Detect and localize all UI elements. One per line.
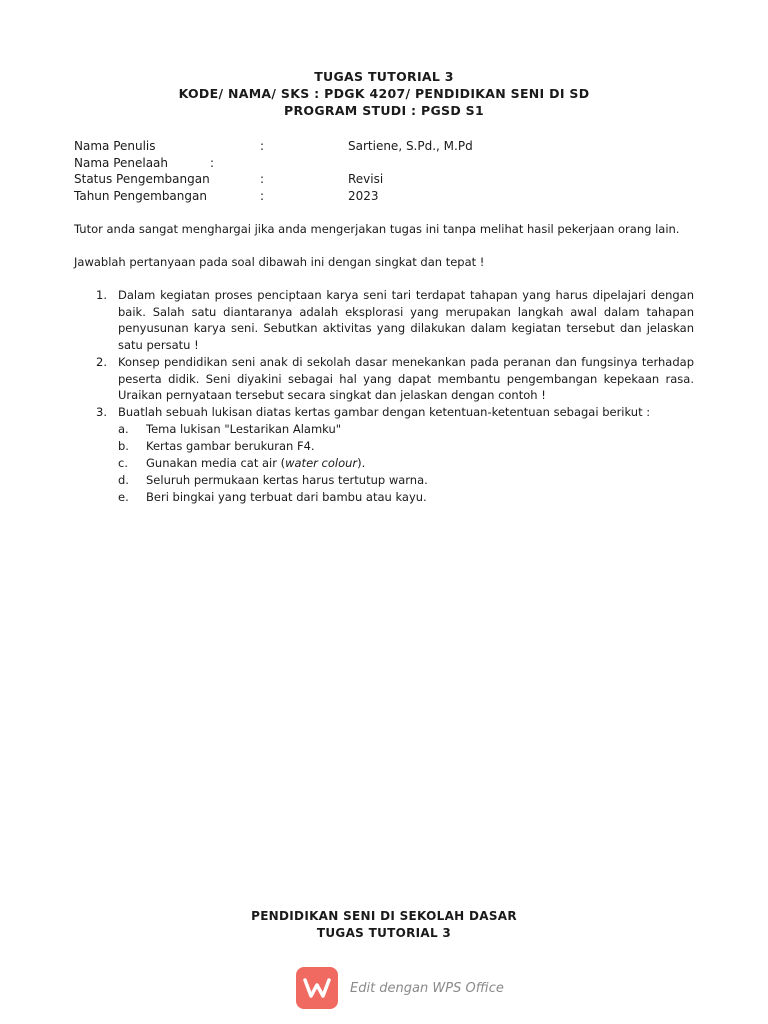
- meta-label: Status Pengembangan: [74, 172, 210, 186]
- header-title: TUGAS TUTORIAL 3: [314, 69, 454, 84]
- meta-row-reviewer: [74, 155, 674, 172]
- meta-label: Nama Penulis: [74, 139, 156, 153]
- intro-paragraph: Tutor anda sangat menghargai jika anda mengerjakan tugas ini tanpa melihat hasil pekerjaan orang lain.: [74, 222, 680, 236]
- sub-item-text: Tema lukisan "Lestarikan Alamku": [146, 421, 342, 436]
- sub-item-list: [118, 421, 694, 506]
- sub-item-letter: a.: [118, 421, 129, 436]
- footer-title: TUGAS TUTORIAL 3: [316, 926, 452, 940]
- document-footer: [0, 908, 768, 942]
- sub-item-letter: c.: [118, 455, 128, 470]
- instruction-paragraph: Jawablah pertanyaan pada soal dibawah ini dengan singkat dan tepat !: [74, 255, 485, 269]
- meta-row-status: [74, 171, 674, 188]
- sub-item-text: [146, 455, 694, 472]
- wps-watermark: [296, 966, 504, 1010]
- meta-colon: :: [260, 139, 265, 153]
- wps-logo-icon: [296, 967, 338, 1009]
- meta-colon: :: [260, 188, 265, 203]
- question-2: [96, 354, 694, 404]
- wps-watermark-text: Edit dengan WPS Office: [350, 980, 504, 996]
- question-text: Konsep pendidikan seni anak di sekolah dasar menekankan pada peranan dan fungsinya terhadap peserta didik. Seni diyakini sebagai hal yang dapat membantu pengembangan kepekaan rasa. Uraikan pernyataan tersebut secara singkat dan jelaskan dengan contoh !: [118, 354, 694, 403]
- meta-label: Nama Penelaah: [74, 155, 169, 170]
- meta-colon: :: [210, 155, 215, 170]
- header-program: PROGRAM STUDI : PGSD S1: [284, 103, 484, 118]
- question-3: [96, 404, 694, 506]
- meta-value: Revisi: [348, 172, 384, 186]
- sub-item-e: [118, 489, 694, 506]
- footer-subject: PENDIDIKAN SENI DI SEKOLAH DASAR: [251, 909, 517, 923]
- sub-item-text: Beri bingkai yang terbuat dari bambu atau kayu.: [146, 489, 427, 504]
- question-list: [96, 287, 694, 506]
- document-header: [0, 68, 768, 119]
- metadata-block: [74, 138, 674, 204]
- question-number: 2.: [96, 354, 107, 369]
- meta-label: Tahun Pengembangan: [74, 188, 207, 203]
- question-1: [96, 287, 694, 354]
- question-text: Buatlah sebuah lukisan diatas kertas gambar dengan ketentuan-ketentuan sebagai berikut :: [118, 404, 651, 419]
- meta-value: 2023: [348, 188, 379, 203]
- sub-item-text: Kertas gambar berukuran F4.: [146, 438, 315, 453]
- question-number: 1.: [96, 288, 107, 302]
- sub-item-letter: b.: [118, 438, 129, 453]
- sub-item-d: [118, 472, 694, 489]
- header-course: KODE/ NAMA/ SKS : PDGK 4207/ PENDIDIKAN SENI DI SD: [178, 86, 590, 101]
- question-number: 3.: [96, 404, 107, 419]
- meta-row-author: [74, 138, 674, 155]
- meta-value: Sartiene, S.Pd., M.Pd: [348, 139, 473, 153]
- sub-item-text-pre: Gunakan media cat air (: [146, 455, 286, 470]
- sub-item-letter: d.: [118, 472, 129, 487]
- sub-item-text-italic: water colour: [285, 455, 358, 470]
- sub-item-b: [118, 438, 694, 455]
- sub-item-letter: e.: [118, 489, 129, 504]
- sub-item-a: [118, 421, 694, 438]
- sub-item-text: Seluruh permukaan kertas harus tertutup warna.: [146, 472, 428, 487]
- question-text: Dalam kegiatan proses penciptaan karya seni tari terdapat tahapan yang harus dipelajari dengan baik. Salah satu diantaranya adalah eksplorasi yang merupakan langkah awal dalam tahapan penyusunan karya seni. Sebutkan aktivitas yang dilakukan dalam kegiatan tersebut dan jelaskan satu persatu !: [118, 288, 694, 353]
- meta-colon: :: [260, 172, 265, 186]
- sub-item-c: [118, 455, 694, 472]
- sub-item-text-post: ).: [357, 455, 366, 470]
- meta-row-year: [74, 188, 674, 205]
